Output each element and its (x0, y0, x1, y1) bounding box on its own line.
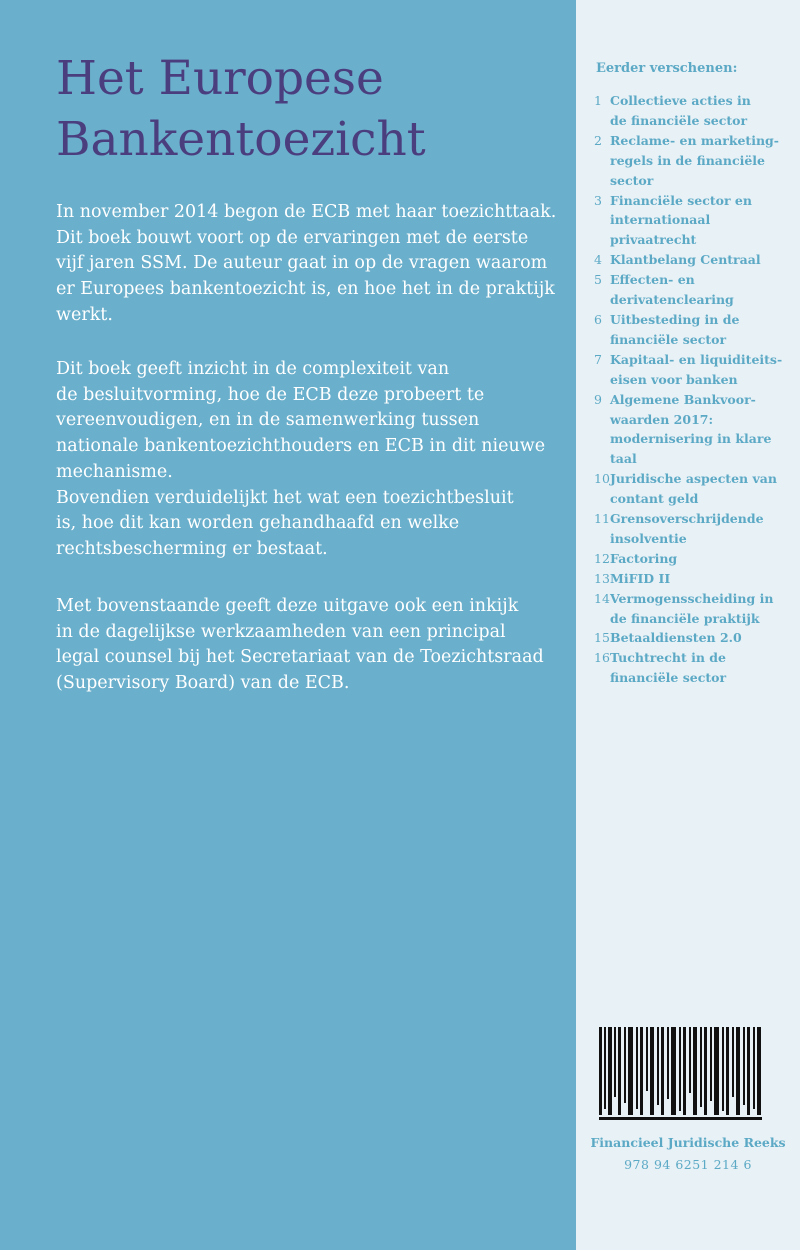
barcode-bar (704, 1027, 707, 1115)
series-item-title-line: Financiële sector en (610, 192, 752, 208)
series-list-item (594, 628, 794, 648)
text-line: er Europees bankentoezicht is, en hoe het in de praktijk (56, 279, 555, 300)
series-list-item (594, 469, 794, 509)
barcode-bar (743, 1027, 745, 1105)
text-line: werkt. (56, 304, 113, 325)
text-line: Bovendien verduidelijkt het wat een toezichtbesluit (56, 487, 514, 508)
series-item-title-line: Tuchtrecht in de (610, 650, 726, 666)
barcode-bar (732, 1027, 734, 1097)
barcode-bar (689, 1027, 691, 1093)
series-item-title-line: de financiële praktijk (610, 610, 760, 626)
series-list-item (594, 509, 794, 549)
barcode-bar (710, 1027, 712, 1101)
series-item-number: 14 (594, 590, 610, 606)
barcode-bar (700, 1027, 702, 1107)
text-line: Dit boek geeft inzicht in de complexiteit van (56, 359, 450, 379)
series-item-title-line: internationaal (610, 212, 711, 228)
barcode-bar (646, 1027, 648, 1091)
barcode-baseline (599, 1117, 762, 1120)
text-line: Dit boek bouwt voort op de ervaringen met de eerste (56, 227, 529, 248)
series-item-title-line: Grensoverschrijdende (610, 511, 764, 527)
text-line: in de dagelijkse werkzaamheden van een principal (56, 621, 506, 642)
series-list-item (594, 350, 794, 390)
barcode-bar (661, 1027, 664, 1115)
barcode-bar (722, 1027, 724, 1111)
barcode-bar (683, 1027, 686, 1115)
series-list (594, 91, 794, 688)
description-paragraph-1 (56, 200, 556, 329)
book-title (56, 48, 556, 170)
series-item-title-line: Algemene Bankvoor- (610, 391, 756, 407)
series-item-number: 9 (594, 391, 602, 407)
series-item-number: 13 (594, 570, 610, 586)
book-title-line-2: Bankentoezicht (56, 112, 426, 167)
barcode-bar (618, 1027, 621, 1115)
series-item-number: 2 (594, 132, 602, 148)
barcode-bar (650, 1027, 654, 1115)
barcode-bar (640, 1027, 643, 1115)
text-line: mechanisme. (56, 461, 173, 482)
series-item-title-line: insolventie (610, 530, 687, 546)
text-line: Met bovenstaande geeft deze uitgave ook een inkijk (56, 596, 519, 616)
barcode-bar (667, 1027, 669, 1099)
barcode-bar (599, 1027, 602, 1115)
series-list-item (594, 589, 794, 629)
barcode-bar (604, 1027, 606, 1109)
series-item-title-line: privaatrecht (610, 232, 697, 248)
barcode-bar (671, 1027, 676, 1115)
barcode-bar (657, 1027, 659, 1105)
barcode-bar (736, 1027, 740, 1115)
series-list-item (594, 270, 794, 310)
series-item-title-line: derivatenclearing (610, 292, 734, 308)
series-list-item (594, 390, 794, 470)
series-item-title-line: Uitbesteding in de (610, 311, 740, 327)
series-item-title-line: Betaaldiensten 2.0 (610, 630, 742, 646)
text-line: rechtsbescherming er bestaat. (56, 538, 328, 559)
barcode-bar (726, 1027, 729, 1115)
series-item-title-line: Juridische aspecten van (610, 471, 777, 487)
series-item-number: 7 (594, 351, 602, 367)
series-item-title-line: de financiële sector (610, 112, 748, 128)
series-item-title-line: Klantbelang Centraal (610, 252, 761, 268)
series-list-item (594, 250, 794, 270)
series-item-number: 12 (594, 550, 610, 566)
series-list-item (594, 569, 794, 589)
barcode-bar (747, 1027, 750, 1115)
barcode-bar (614, 1027, 616, 1097)
description-paragraph-3 (56, 594, 556, 697)
text-line: vijf jaren SSM. De auteur gaat in op de vragen waarom (56, 253, 548, 274)
series-item-number: 10 (594, 471, 610, 487)
series-item-title-line: Reclame- en marketing- (610, 132, 779, 148)
series-item-title-line: Effecten- en (610, 272, 695, 288)
series-item-title-line: waarden 2017: (610, 411, 714, 427)
series-list-heading: Eerder verschenen: (596, 61, 738, 76)
series-item-title-line: financiële sector (610, 331, 727, 347)
text-line: (Supervisory Board) van de ECB. (56, 673, 350, 694)
series-item-title-line: eisen voor banken (610, 371, 738, 387)
series-item-title-line: regels in de financiële (610, 152, 765, 168)
series-item-number: 16 (594, 650, 610, 666)
series-item-title-line: Collectieve acties in (610, 93, 751, 108)
series-item-number: 11 (594, 511, 610, 527)
text-line: is, hoe dit kan worden gehandhaafd en welke (56, 513, 460, 534)
barcode-bar (636, 1027, 638, 1109)
series-list-item (594, 131, 794, 191)
series-item-title-line: sector (610, 172, 654, 188)
series-item-title-line: financiële sector (610, 670, 727, 686)
text-line: de besluitvorming, hoe de ECB deze probeert te (56, 384, 485, 405)
series-item-title-line: contant geld (610, 491, 699, 507)
barcode-bar (608, 1027, 612, 1115)
series-list-item (594, 549, 794, 569)
series-name: Financieel Juridische Reeks (590, 1135, 786, 1150)
barcode-bar (714, 1027, 719, 1115)
series-item-title-line: Vermogensscheiding in (610, 590, 774, 606)
barcode-bar (693, 1027, 697, 1115)
text-line: vereenvoudigen, en in de samenwerking tussen (56, 410, 480, 431)
series-item-title-line: Factoring (610, 550, 678, 566)
series-item-number: 15 (594, 630, 610, 646)
barcode-bar (624, 1027, 626, 1103)
series-item-title-line: Kapitaal- en liquiditeits- (610, 351, 783, 367)
text-line: nationale bankentoezichthouders en ECB in dit nieuwe (56, 436, 546, 457)
series-item-title-line: modernisering in klare (610, 431, 772, 447)
barcode-bar (679, 1027, 681, 1111)
series-item-number: 4 (594, 252, 602, 268)
barcode-bar (753, 1027, 755, 1109)
series-item-title-line: taal (610, 451, 637, 467)
series-list-item (594, 310, 794, 350)
isbn-number: 978 94 6251 214 6 (624, 1157, 752, 1172)
series-list-item (594, 648, 794, 688)
text-line: legal counsel bij het Secretariaat van de Toezichtsraad (56, 647, 544, 668)
description-paragraph-2 (56, 357, 556, 563)
book-title-line-1: Het Europese (56, 51, 384, 106)
barcode-image (599, 1027, 762, 1120)
barcode-bar (757, 1027, 761, 1115)
series-item-number: 6 (594, 311, 602, 327)
series-list-item (594, 91, 794, 131)
text-line: In november 2014 begon de ECB met haar toezichttaak. (56, 202, 557, 222)
series-item-title-line: MiFID II (610, 570, 671, 586)
series-item-number: 1 (594, 93, 602, 108)
series-item-number: 5 (594, 272, 602, 288)
series-list-item (594, 191, 794, 251)
barcode-bar (628, 1027, 633, 1115)
series-item-number: 3 (594, 192, 602, 208)
